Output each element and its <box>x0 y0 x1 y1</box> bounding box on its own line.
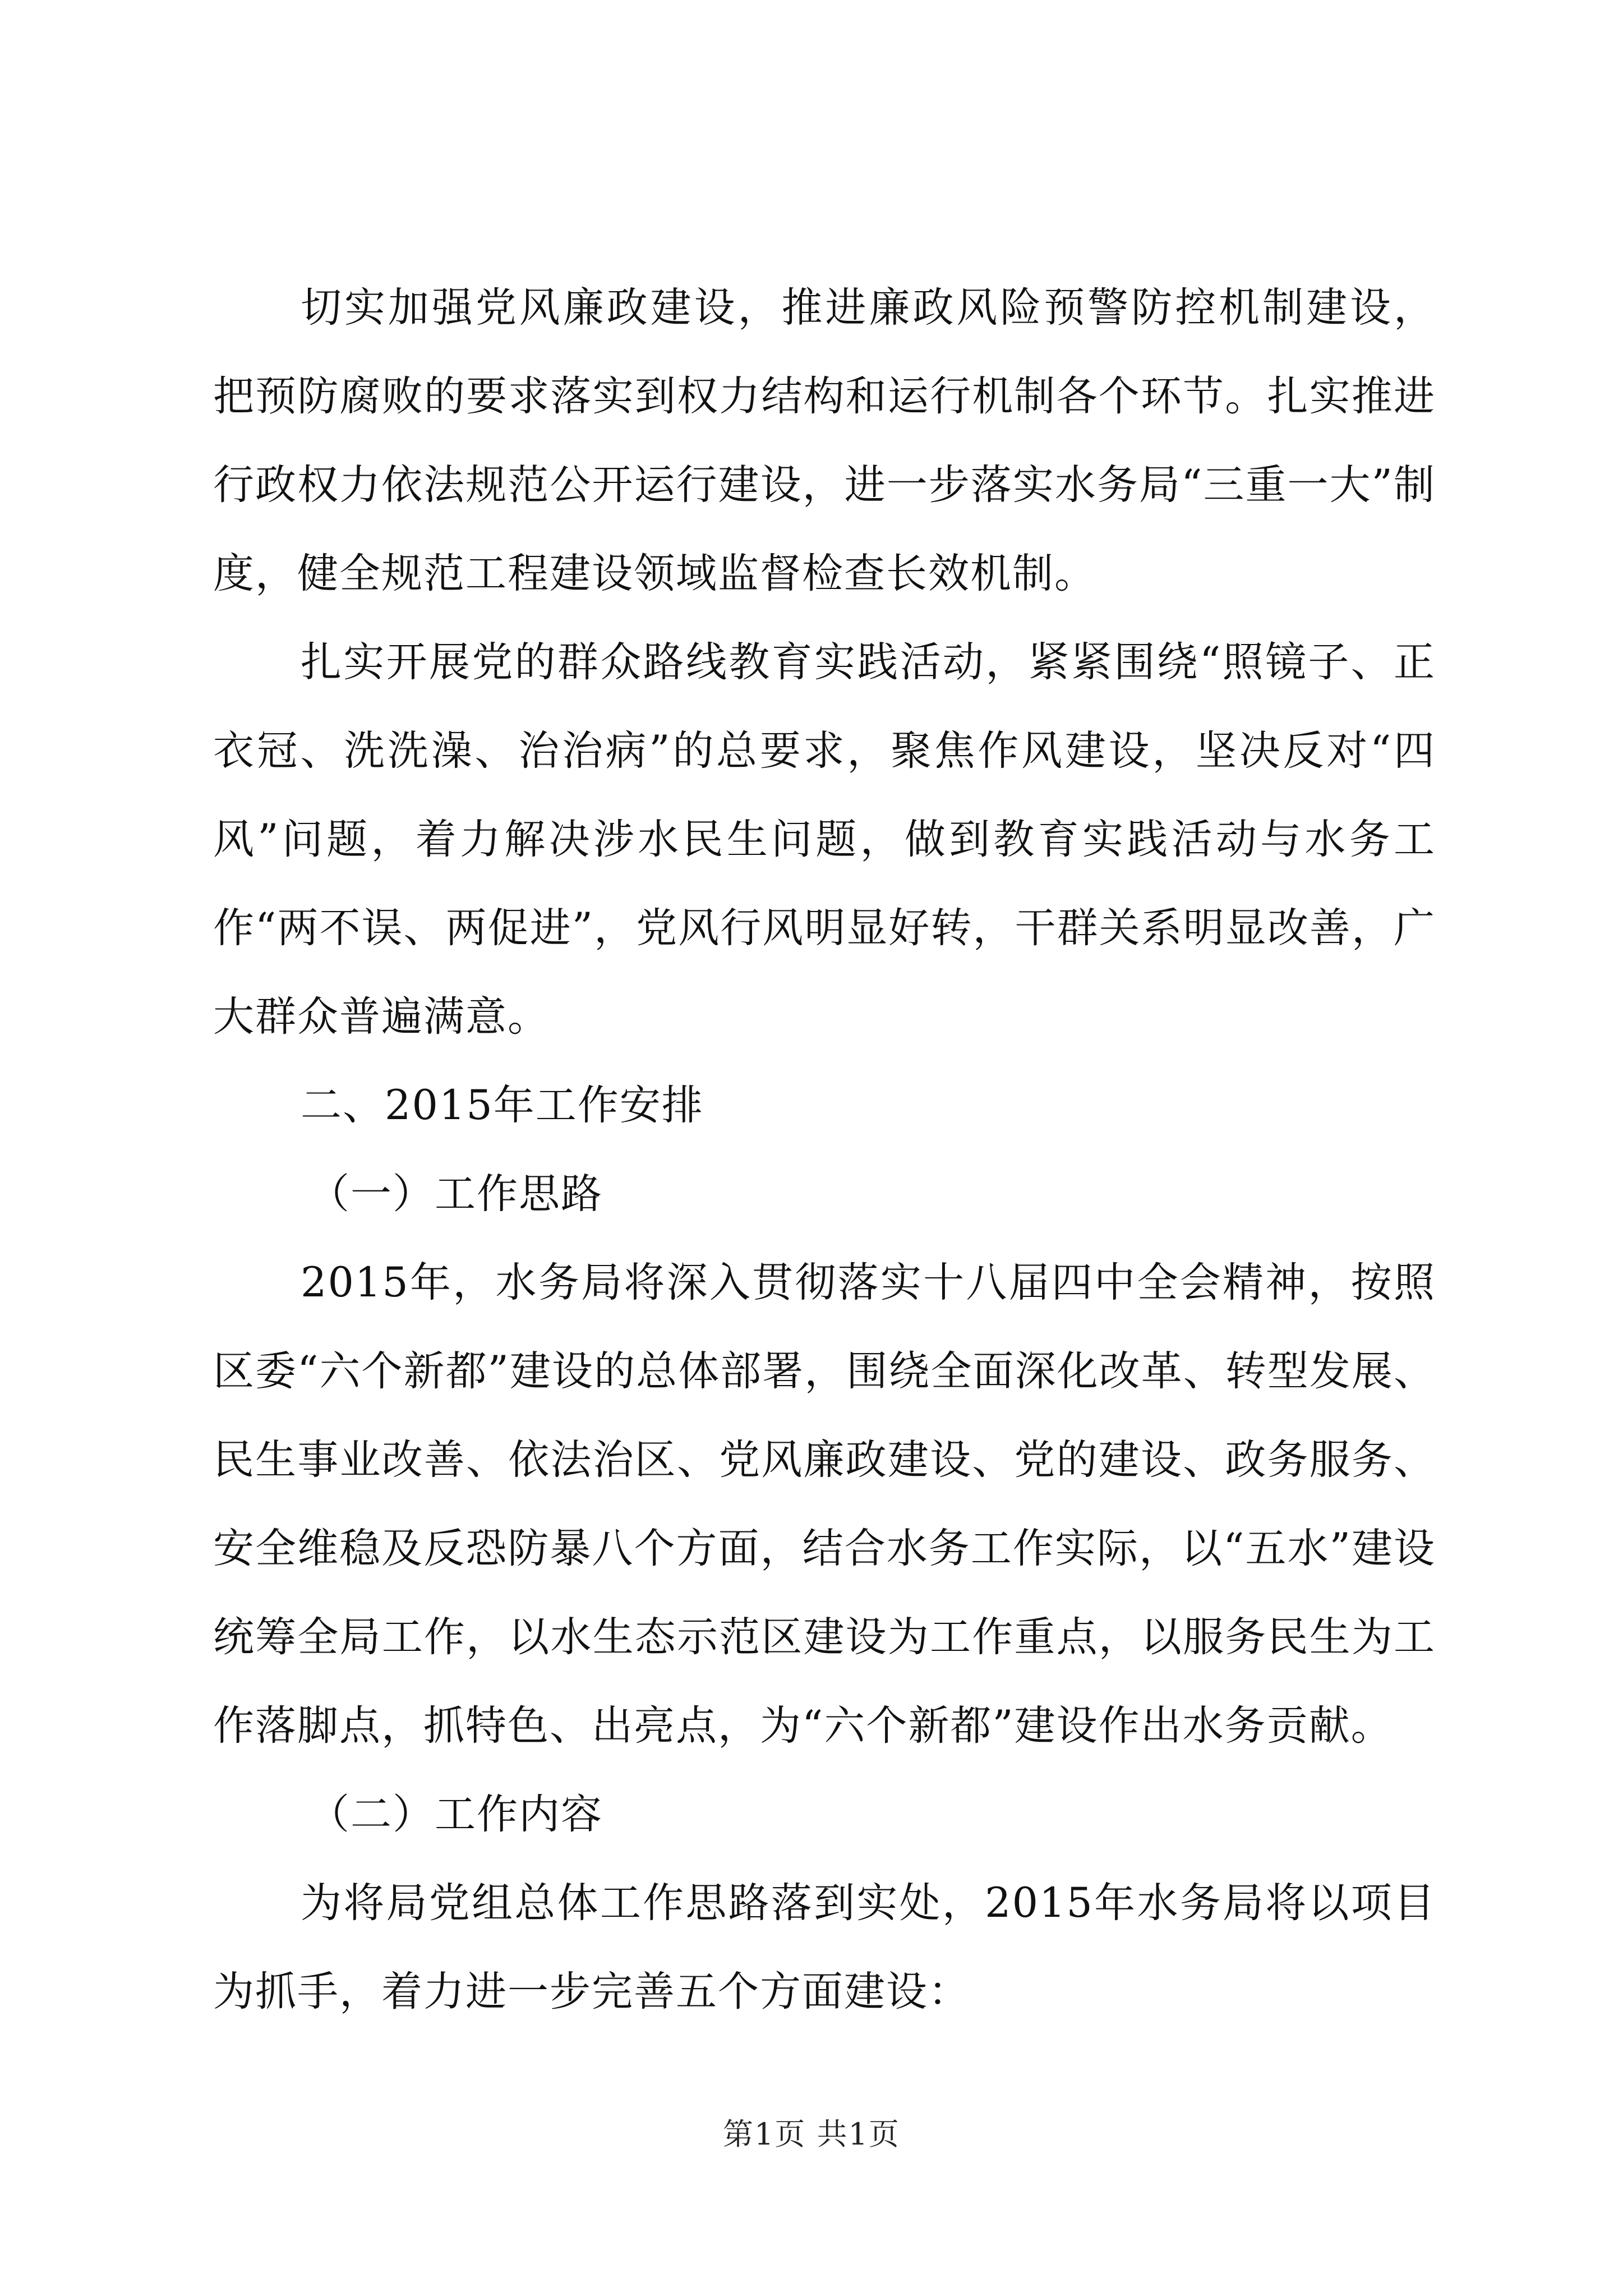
paragraph-party-conduct: 切实加强党风廉政建设，推进廉政风险预警防控机制建设，把预防腐败的要求落实到权力结构和运行机制各个环节。扎实推进行政权力依法规范公开运行建设，进一步落实水务局“三重一大”制度，健全规范工程建设领域监督检查长效机制。 <box>213 284 1436 597</box>
paragraph-work-approach: 2015年，水务局将深入贯彻落实十八届四中全会精神，按照区委“六个新都”建设的总体部署，围绕全面深化改革、转型发展、民生事业改善、依法治区、党风廉政建设、党的建设、政务服务、安全维稳及反恐防暴八个方面，结合水务工作实际，以“五水”建设统筹全局工作，以水生态示范区建设为工作重点，以服务民生为工作落脚点，抓特色、出亮点，为“六个新都”建设作出水务贡献。 <box>213 1259 1436 1750</box>
section-heading-2015-plan: 二、2015年工作安排 <box>301 1082 704 1129</box>
page-number-footer: 第1页 共1页 <box>723 2116 900 2152</box>
document-body <box>213 264 1436 2036</box>
paragraph-work-content: 为将局党组总体工作思路落到实处，2015年水务局将以项目为抓手，着力进一步完善五个方面建设： <box>213 1879 1436 2016</box>
subsection-heading-work-approach: （一）工作思路 <box>308 1170 603 1218</box>
subsection-heading-work-content: （二）工作内容 <box>308 1791 603 1838</box>
paragraph-mass-line-education: 扎实开展党的群众路线教育实践活动，紧紧围绕“照镜子、正衣冠、洗洗澡、治治病”的总要求，聚焦作风建设，坚决反对“四风”问题，着力解决涉水民生问题，做到教育实践活动与水务工作“两不误、两促进”，党风行风明显好转，干群关系明显改善，广大群众普遍满意。 <box>213 638 1436 1041</box>
